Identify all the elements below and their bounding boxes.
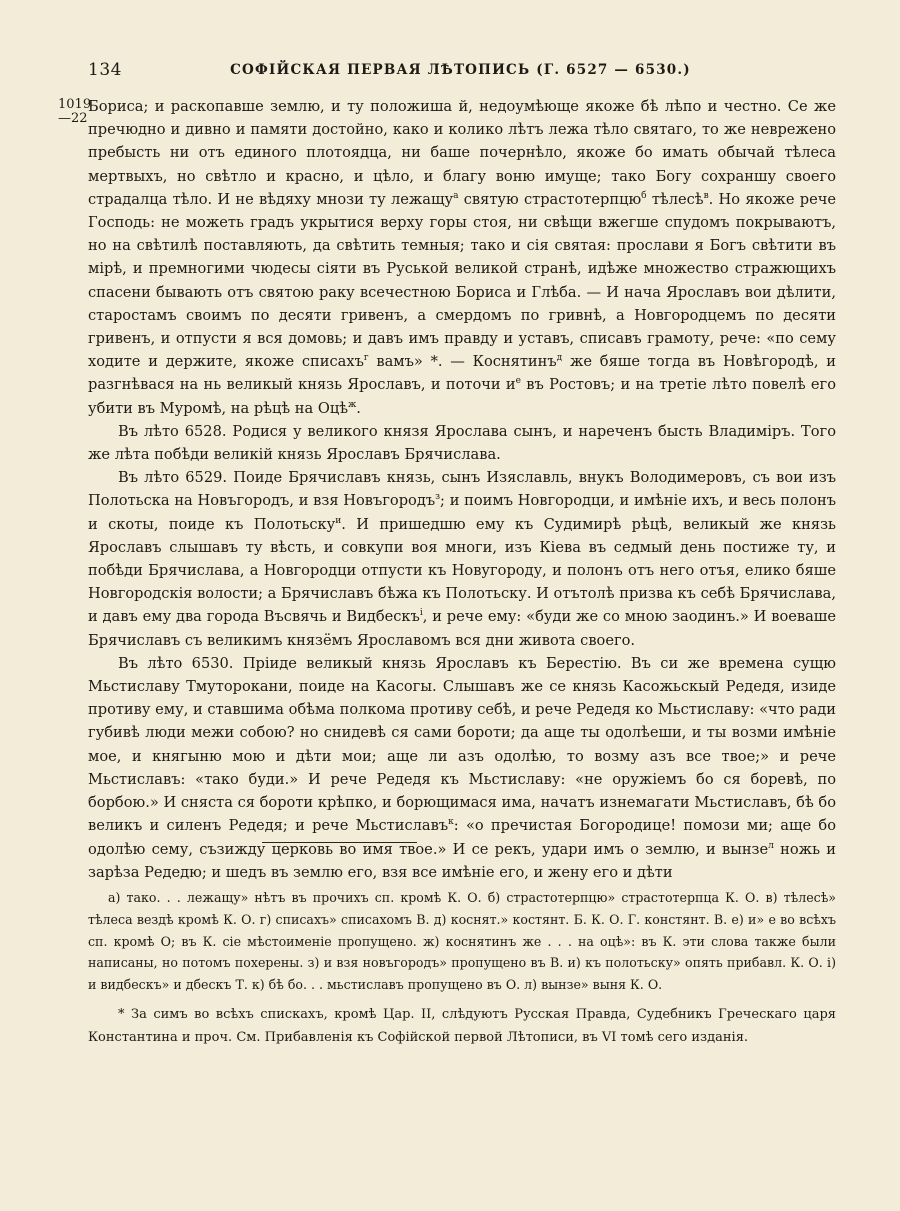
paragraph-1	[88, 95, 836, 420]
text-segment: Бориса; и раскопавше землю, и ту положиша й, недоумѣюще якоже бѣ лѣпо и честно. Се же пречюдно и дивно и памяти достойно, како и колико лѣтъ лежа тѣло святаго, то же невреженo пребысть ни отъ единого плотоядца, ни баше почернѣло, якоже бо имать обычай тѣлеса мертвыхъ, но свѣтло и красно, и цѣло, и благу воню имуще; тако Богу сохраншу своего страдалца тѣло. И не вѣдяху мнози ту лежащу	[88, 98, 836, 208]
text-segment: тѣлесѣ	[646, 190, 704, 208]
text-segment: , и рече ему: «буди же со мною заодинъ.» И воеваше Брячиславъ съ великимъ князёмъ Ярославомъ вся дни живота своего.	[88, 608, 836, 649]
main-text	[88, 95, 836, 884]
text-segment: Въ лѣто 6529. Поиде Брячиславъ князь, сынъ Изяславль, внукъ Володимеровъ, съ вои изъ Полотьска на Новъгородъ, и взя Новъгородъ	[88, 469, 836, 510]
footnote-marker-a: а	[453, 190, 459, 201]
footnote-marker-e: е	[515, 376, 521, 387]
footnote-marker-d: д	[556, 353, 563, 364]
footnote-marker-i2: і	[419, 608, 423, 619]
editorial-footnote-text: * За симъ во всѣхъ спискахъ, кромѣ Цар. II, слѣдуютъ Русская Правда, Судебникъ Греческаго царя Константина и проч. См. Прибавленія къ Софійской первой Лѣтописи, въ VI томѣ сего изданія.	[88, 1007, 836, 1045]
margin-year-range: 1019 —22	[58, 97, 92, 126]
text-segment: .	[356, 399, 361, 417]
paragraph-6530	[88, 652, 836, 884]
running-title: СОФІЙСКАЯ ПЕРВАЯ ЛѢТОПИСЬ (Г. 6527 — 6530.)	[230, 62, 691, 78]
footnote-divider	[262, 842, 417, 843]
text-segment: святую страстотерпцю	[458, 190, 642, 208]
footnote-marker-b: б	[641, 190, 647, 201]
text-segment: ; и поимъ Новгородци, и имѣніе ихъ, и весь полонъ и скоты, поиде къ Полотьску	[88, 492, 836, 533]
text-segment: Въ лѣто 6530. Пріиде великый князь Ярославъ къ Берестію. Въ си же времена сущю Мьстиславу Тмуторокани, поиде на Касогы. Слышавъ же се князь Касожьскый Редедя, изиде противу ему, и ставшима обѣма полкома противу себѣ, и рече Редедя ко Мьстиславу: «что ради губивѣ люди межи собою? но снидевѣ ся сами бороти; да аще ты одолѣеши, и ты возми имѣніе мое, и княгыню мою и дѣти мои; аще ли азъ одолѣю, то возму азъ все твое;» и рече Мьстиславъ: «тако буди.» И рече Редедя къ Мьстиславу: «не оружіемъ бо ся боревѣ, по борбою.» И сняста ся бороти крѣпко, и борющимася има, начатъ изнемагати Мьстиславъ, бѣ бо великъ и силенъ Редедя; и рече Мьстиславъ	[88, 654, 836, 835]
text-segment: . Но якоже рече Господь: не можеть градъ укрытися верху горы стоя, ни свѣщи вжегше спудомъ покрываютъ, но на свѣтилѣ поставляють, да свѣтить темныя; тако и сія святая: прослави я Богъ свѣтити въ мірѣ, и премногими чюдесы сіяти въ Руськой великой странѣ, идѣже множество стражющихъ спасени бывають отъ святою раку всечестною Бориса и Глѣба. — И нача Ярославъ вои дѣлити, старостамъ своимъ по десяти гривенъ, а смердомъ по гривнѣ, а Новгородцемъ по десяти гривенъ, и отпусти я вся домовь; и давъ имъ правду и уставъ, списавъ грамоту, рече: «по сему ходите и держите, якоже списахъ	[88, 190, 836, 371]
variant-readings	[88, 887, 836, 996]
text-segment: ножь и зарѣза Редедю; и шедъ въ землю его, взя все имѣніе его, и жену его и дѣти	[88, 840, 836, 881]
footnote-marker-l: л	[768, 840, 774, 851]
footnote-marker-v: в	[703, 190, 709, 201]
text-segment: : «о пречистая Богородице! помози ми; аще бо одолѣю сему, съзижду церковь во имя твое.» И се рекъ, удари имъ о землю, и вынзе	[88, 817, 836, 858]
footnote-marker-g: г	[363, 353, 369, 364]
paragraph-6529	[88, 466, 836, 652]
paragraph-6528: Въ лѣто 6528. Родися у великого князя Ярослава сынъ, и нареченъ бысть Владиміръ. Того же лѣта побѣди великій князь Ярославъ Брячислава.	[88, 422, 836, 464]
page-header	[88, 60, 833, 84]
page-number: 134	[88, 60, 122, 80]
footnote-marker-i: и	[335, 515, 342, 526]
variant-readings-text: а) тако. . . лежащу» нѣтъ въ прочихъ сп. кромѣ К. О. б) страстотерпцю» страстотерпца К. О. в) тѣлесѣ» тѣлеса вездѣ кромѣ К. О. г) списахъ» списахомъ В. д) коснят.» костянт. Б. К. О. Г. констянт. В. е) и» е во всѣхъ сп. кромѣ О; въ К. сіе мѣстоименіе пропущено. ж) коснятинъ же . . . на оцѣ»: въ К. эти слова также были написаны, но потомъ похерены. з) и взя новъгородъ» пропущено въ В. и) къ полотьску» опять прибавл. К. О. і) и видбескъ» и дбескъ Т. к) бѣ бо. . . мьстиславъ пропущено въ О. л) вынзе» выня К. О.	[88, 890, 836, 993]
footnote-marker-z: з	[435, 492, 441, 503]
text-segment: . И пришедшю ему къ Судимирѣ рѣцѣ, великый же князь Ярославъ слышавъ ту вѣсть, и совкупи воя многи, изъ Кіева въ седмый день постиже ту, и побѣди Брячислава, а Новгородци отпусти къ Новугороду, и полонъ отъ него отъя, елико бяше Новгородскія волости; а Брячиславъ бѣжа къ Полотьску. И отътолѣ призва къ себѣ Брячислава, и давъ ему два города Въсвячь и Видбескъ	[88, 515, 836, 626]
text-segment: въ Ростовъ; и на третіе лѣто повелѣ его убити въ Муромѣ, на рѣцѣ на Оцѣ	[88, 376, 836, 417]
footnote-marker-zh: ж	[348, 399, 357, 410]
text-segment: же бяше тогда въ Новѣгородѣ, и разгнѣвася на нь великый князь Ярославъ, и поточи и	[88, 353, 836, 394]
editorial-footnote	[88, 1003, 836, 1049]
text-segment: вамъ» *. — Коснятинъ	[368, 353, 557, 371]
footnote-marker-k: к	[448, 817, 454, 828]
